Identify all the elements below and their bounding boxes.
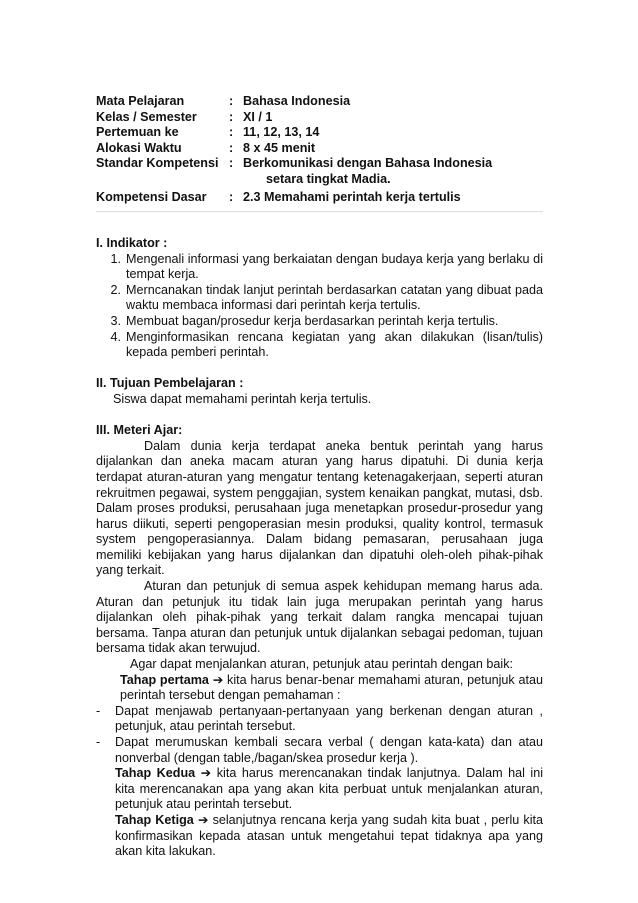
tahap-ketiga-text: selanjutnya rencana kerja yang sudah kita buat , perlu kita konfirmasikan kepada atasan untuk mengetahui tepat tidaknya apa yang akan kita lakukan.: [115, 812, 544, 859]
list-item: 4. Menginformasikan rencana kegiatan yang akan dilakukan (lisan/tulis) kepada pemberi perintah.: [110, 329, 543, 360]
list-item: 1. Mengenali informasi yang berkaiatan dengan budaya kerja yang berlaku di tempat kerja.: [110, 251, 543, 282]
tahap-kedua-text: kita harus merencanakan tindak lanjutnya. Dalam hal ini kita merencanakan apa yang akan kita perbuat untuk menjalankan aturan, petunjuk atau perintah tersebut.: [115, 766, 544, 812]
arrow-right-icon: ➔: [200, 766, 212, 781]
list-item: - Dapat merumuskan kembali secara verbal ( dengan kata-kata) dan atau nonverbal (dengan table,/bagan/skea prosedur kerja ).: [96, 735, 543, 765]
header-row-standard-cont: setara tingkat Madia.: [266, 171, 391, 186]
tahap-kedua: [96, 766, 543, 813]
header-row-time: Alokasi Waktu : 8 x 45 menit: [96, 140, 316, 155]
tahap-ketiga-label: Tahap Ketiga: [115, 812, 194, 827]
materi-paragraph-1: Dalam dunia kerja terdapat aneka bentuk perintah yang harus dijalankan dan aneka macam aturan yang harus dipatuhi. Di dunia kerja terdapat aturan-aturan yang mengatur tentang ketenagakerjaan, seperti aturan rekruitmen pegawai, system penggajian, system kenaikan pangkat, mutasi, dsb. Dalam proses produksi, perusahaan juga menetapkan prosedur-prosedur yang harus diikuti, seperti pengoperasian mesin produksi, quality kontrol, termasuk system pengoperasiannya. Dalam bidang pemasaran, perusahaan juga memiliki kebijakan yang harus dijalankan dan dipatuhi oleh-oleh pihak-pihak yang terkait.: [96, 438, 543, 578]
section-title-materi: III. Meteri Ajar:: [96, 423, 183, 438]
header-row-subject: Mata Pelajaran : Bahasa Indonesia: [96, 94, 351, 108]
arrow-right-icon: ➔: [197, 812, 209, 827]
header-row-class: Kelas / Semester : XI / 1: [96, 109, 273, 124]
materi-paragraph-3: Agar dapat menjalankan aturan, petunjuk atau perintah dengan baik:: [130, 657, 513, 672]
materi-paragraph-2: Aturan dan petunjuk di semua aspek kehidupan memang harus ada. Aturan dan petunjuk itu tidak lain juga merupakan perintah yang harus dijalankan oleh pihak-pihak yang terkait dalam rangka mencapai tujuan bersama. Tanpa aturan dan petunjuk untuk dijalankan sebagai pedoman, tujuan bersama tidak akan terwujud.: [96, 579, 543, 656]
indikator-list: [96, 252, 543, 361]
header-row-standard: Standar Kompetensi : Berkomunikasi dengan Bahasa Indonesia: [96, 156, 493, 171]
document-body: [96, 236, 543, 860]
arrow-right-icon: ➔: [212, 672, 224, 687]
tahap-pertama-text: kita harus benar-benar memahami aturan, petunjuk atau perintah tersebut dengan pemahaman :: [120, 672, 544, 703]
section-title-indikator: I. Indikator :: [96, 236, 168, 250]
list-item: 2. Merncanakan tindak lanjut perintah berdasarkan catatan yang dibuat pada waktu membaca informasi dari perintah kerja tertulis.: [110, 282, 543, 313]
list-item: 3. Membuat bagan/prosedur kerja berdasarkan perintah kerja tertulis.: [110, 313, 499, 328]
tahap-kedua-label: Tahap Kedua: [115, 766, 196, 781]
tahap-ketiga: [96, 813, 543, 860]
header-block: [96, 94, 492, 205]
header-divider: [96, 211, 543, 212]
tahap-pertama: [96, 673, 543, 704]
header-row-competence: Kompetensi Dasar : 2.3 Memahami perintah kerja tertulis: [96, 189, 461, 204]
header-row-meeting: Pertemuan ke : 11, 12, 13, 14: [96, 125, 320, 140]
tahap-pertama-label: Tahap pertama: [120, 672, 209, 687]
section-title-tujuan: II. Tujuan Pembelajaran :: [96, 376, 244, 391]
tujuan-text: Siswa dapat memahami perintah kerja tertulis.: [113, 391, 372, 406]
list-item: - Dapat menjawab pertanyaan-pertanyaan yang berkenan dengan aturan , petunjuk, atau perintah tersebut.: [96, 703, 543, 734]
